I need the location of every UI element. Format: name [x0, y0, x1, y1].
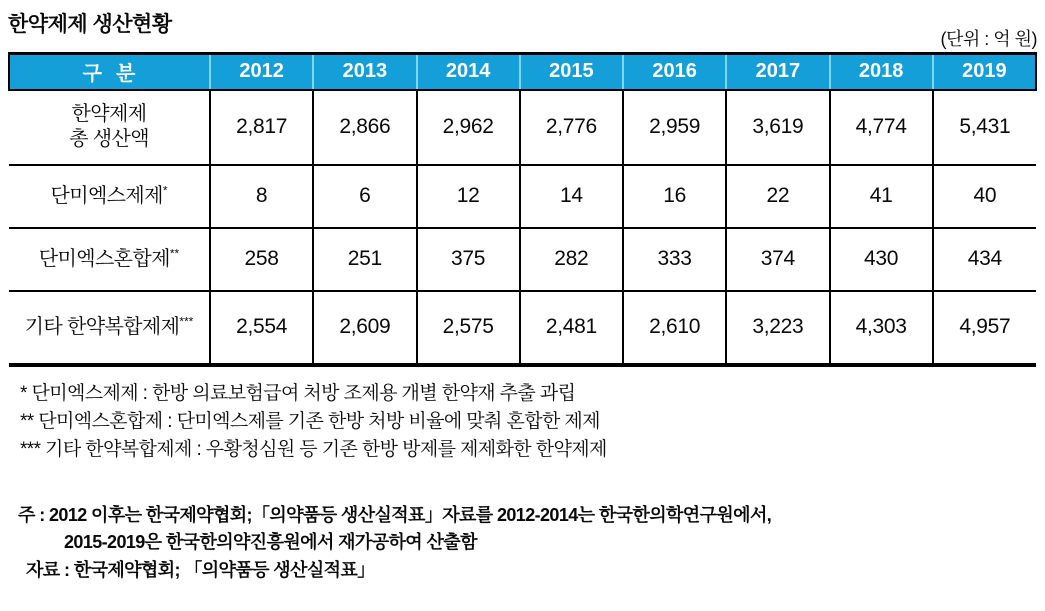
footnote-marker: * [162, 182, 168, 197]
value-cell: 258 [210, 228, 313, 291]
notes-block [8, 502, 1037, 584]
footnote-marker: ** [169, 245, 180, 260]
row-label-cell [9, 165, 210, 228]
row-label-text: 한약제제 [71, 103, 147, 125]
value-cell: 5,431 [933, 90, 1036, 165]
table-row [9, 228, 1036, 291]
value-cell: 282 [520, 228, 623, 291]
note-line [18, 502, 1037, 529]
value-cell: 2,609 [313, 291, 416, 365]
value-cell: 2,481 [520, 291, 623, 365]
source-label: 자료 : [26, 559, 70, 580]
row-label-line [9, 315, 209, 340]
value-cell: 41 [830, 165, 933, 228]
source-line [18, 557, 1037, 584]
value-cell: 2,959 [623, 90, 726, 165]
value-cell: 16 [623, 165, 726, 228]
row-label-cell [9, 291, 210, 365]
note-label: 주 : [18, 504, 45, 525]
source-text: 한국제약협회; 「의약품등 생산실적표」 [73, 559, 375, 580]
value-cell: 2,554 [210, 291, 313, 365]
table-row [9, 165, 1036, 228]
row-label-text: 단미엑스혼합제 [38, 247, 170, 270]
value-cell: 2,610 [623, 291, 726, 365]
header-cell-year: 2017 [726, 54, 829, 90]
header-cell-year: 2014 [417, 54, 520, 90]
table-row [9, 291, 1036, 365]
header-cell-category: 구 분 [9, 54, 210, 90]
row-label-text: 단미엑스제제 [50, 184, 163, 207]
row-label-line [9, 102, 209, 127]
row-label-line [9, 247, 209, 272]
row-label-line [9, 184, 209, 209]
value-cell: 430 [830, 228, 933, 291]
row-label-cell [9, 90, 210, 165]
value-cell: 14 [520, 165, 623, 228]
value-cell: 251 [313, 228, 416, 291]
value-cell: 2,817 [210, 90, 313, 165]
header-cell-year: 2019 [933, 54, 1036, 90]
value-cell: 3,619 [726, 90, 829, 165]
footnotes-block [8, 380, 1037, 464]
value-cell: 4,957 [933, 291, 1036, 365]
header-cell-year: 2013 [313, 54, 416, 90]
table-row [9, 90, 1036, 165]
value-cell: 2,575 [417, 291, 520, 365]
value-cell: 375 [417, 228, 520, 291]
value-cell: 333 [623, 228, 726, 291]
value-cell: 40 [933, 165, 1036, 228]
row-label-text: 총 생산액 [69, 128, 149, 150]
row-label-cell [9, 228, 210, 291]
document-header [8, 6, 1037, 52]
value-cell: 4,303 [830, 291, 933, 365]
note-text: 2012 이후는 한국제약협회;「의약품등 생산실적표」자료를 2012-2014는 한국한의학연구원에서, [49, 504, 772, 525]
page-title: 한약제제 생산현황 [8, 13, 172, 36]
footnote-line: *** 기타 한약복합제제 : 우황청심원 등 기존 한방 방제를 제제화한 한약제제 [20, 438, 607, 460]
value-cell: 434 [933, 228, 1036, 291]
footnote-marker: *** [179, 313, 194, 328]
table-header-row [9, 54, 1036, 90]
value-cell: 3,223 [726, 291, 829, 365]
value-cell: 2,962 [417, 90, 520, 165]
value-cell: 6 [313, 165, 416, 228]
row-label-line [9, 127, 209, 152]
value-cell: 2,776 [520, 90, 623, 165]
row-label-text: 기타 한약복합제제 [24, 315, 180, 338]
note-line-continued: 2015-2019은 한국한의약진흥원에서 재가공하여 산출함 [64, 531, 477, 552]
header-cell-year: 2015 [520, 54, 623, 90]
unit-label: (단위 : 억 원) [940, 29, 1037, 49]
table-body [9, 90, 1036, 365]
value-cell: 12 [417, 165, 520, 228]
value-cell: 374 [726, 228, 829, 291]
header-cell-year: 2018 [830, 54, 933, 90]
header-cell-year: 2012 [210, 54, 313, 90]
header-cell-year: 2016 [623, 54, 726, 90]
value-cell: 4,774 [830, 90, 933, 165]
footnote-line: * 단미엑스제제 : 한방 의료보험급여 처방 조제용 개별 한약재 추출 과립 [20, 382, 576, 404]
value-cell: 22 [726, 165, 829, 228]
production-table [8, 52, 1037, 367]
value-cell: 8 [210, 165, 313, 228]
value-cell: 2,866 [313, 90, 416, 165]
footnote-line: ** 단미엑스혼합제 : 단미엑스제를 기존 한방 처방 비율에 맞춰 혼합한 제제 [20, 410, 600, 432]
